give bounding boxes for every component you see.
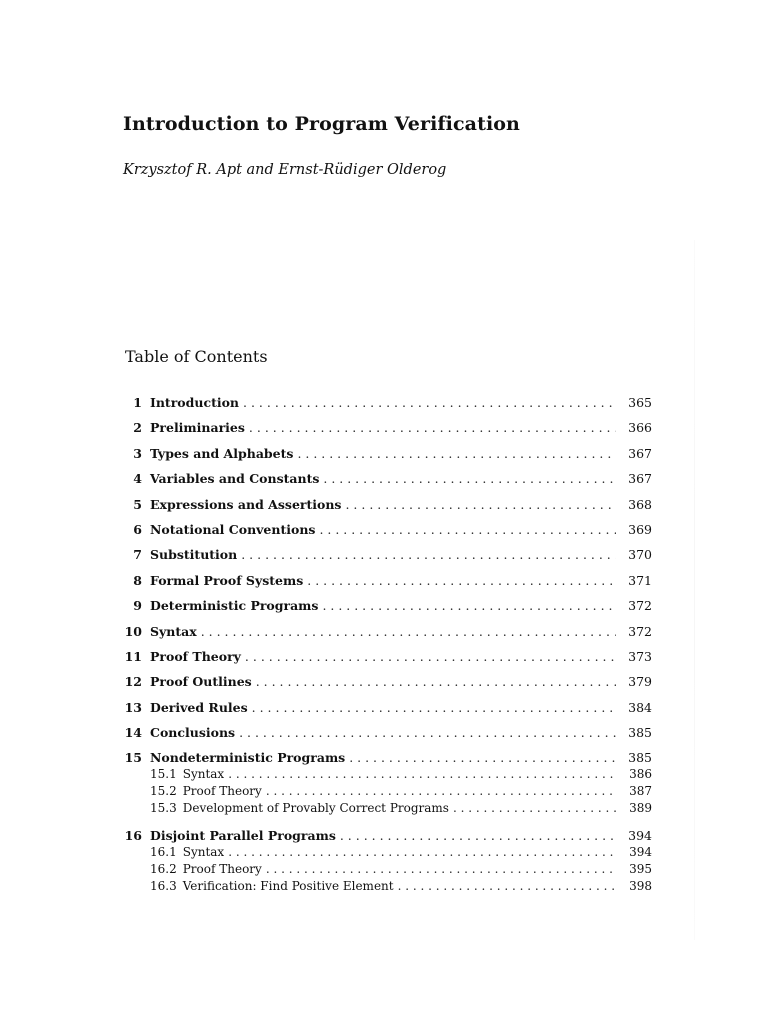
toc-entry-page: 394: [628, 828, 652, 844]
toc-entry-number: 3: [133, 445, 142, 461]
toc-entry-page: 368: [628, 496, 652, 512]
toc-entry-page: 394: [629, 845, 652, 860]
dot-leader: [315, 522, 616, 537]
authors: Krzysztof R. Apt and Ernst-Rüdiger Olderog: [123, 162, 447, 178]
page-title: Introduction to Program Verification: [123, 113, 520, 135]
dot-leader: [245, 420, 616, 435]
dot-leader: [224, 767, 616, 781]
toc-entry-title: Nondeterministic Programs: [150, 750, 346, 766]
toc-entry-title: Derived Rules: [150, 699, 248, 715]
toc-entry-number: 11: [124, 648, 142, 664]
dot-leader: [449, 801, 616, 815]
toc-entry-number: 15.2: [150, 784, 177, 799]
toc-entry-16-1[interactable]: [120, 845, 652, 862]
dot-leader: [303, 573, 616, 588]
toc-entry-number: 16.3: [150, 879, 177, 894]
toc-entry-number: 16.2: [150, 862, 177, 877]
toc-entry-number: 16: [124, 828, 142, 844]
toc-entry-12[interactable]: [120, 674, 652, 691]
toc-entry-page: 386: [629, 767, 652, 782]
toc-entry-13[interactable]: [120, 700, 652, 717]
toc-entry-title: Expressions and Assertions: [150, 496, 342, 512]
page-edge-shadow: [694, 240, 695, 940]
toc-entry-page: 366: [628, 420, 652, 436]
toc-entry-page: 370: [628, 547, 652, 563]
table-of-contents: [120, 395, 652, 896]
dot-leader: [394, 879, 616, 893]
toc-entry-number: 8: [133, 572, 142, 588]
toc-entry-9[interactable]: [120, 598, 652, 615]
toc-entry-number: 15.1: [150, 767, 177, 782]
toc-entry-15-3[interactable]: [120, 801, 652, 818]
toc-entry-title: Notational Conventions: [150, 521, 316, 537]
toc-entry-page: 395: [629, 862, 652, 877]
dot-leader: [345, 750, 616, 765]
dot-leader: [293, 446, 616, 461]
toc-entry-title: Preliminaries: [150, 420, 245, 436]
dot-leader: [224, 845, 616, 859]
toc-entry-number: 15.3: [150, 801, 177, 816]
dot-leader: [318, 598, 616, 613]
toc-entry-number: 6: [133, 521, 142, 537]
toc-entry-title: Deterministic Programs: [150, 598, 319, 614]
toc-entry-title: Conclusions: [150, 725, 236, 741]
toc-entry-title: Syntax: [182, 767, 225, 782]
toc-entry-number: 7: [133, 547, 142, 563]
toc-entry-number: 4: [133, 471, 142, 487]
toc-entry-title: Proof Outlines: [150, 674, 252, 690]
toc-entry-8[interactable]: [120, 573, 652, 590]
toc-entry-3[interactable]: [120, 446, 652, 463]
toc-entry-title: Disjoint Parallel Programs: [150, 828, 336, 844]
toc-entry-page: 372: [628, 623, 652, 639]
toc-entry-title: Proof Theory: [182, 784, 262, 799]
toc-entry-title: Proof Theory: [150, 648, 241, 664]
dot-leader: [239, 395, 616, 410]
toc-entry-title: Development of Provably Correct Programs: [182, 801, 449, 816]
toc-entry-14[interactable]: [120, 725, 652, 742]
toc-entry-15-1[interactable]: [120, 767, 652, 784]
toc-entry-page: 387: [629, 784, 652, 799]
dot-leader: [241, 649, 616, 664]
toc-entry-2[interactable]: [120, 420, 652, 437]
toc-entry-title: Proof Theory: [182, 862, 262, 877]
toc-entry-page: 365: [628, 395, 652, 410]
toc-entry-page: 373: [628, 648, 652, 664]
toc-entry-title: Introduction: [150, 395, 240, 410]
toc-entry-10[interactable]: [120, 624, 652, 641]
toc-entry-number: 10: [124, 623, 142, 639]
toc-entry-page: 398: [629, 879, 652, 894]
toc-entry-page: 384: [628, 699, 652, 715]
toc-entry-page: 371: [628, 572, 652, 588]
dot-leader: [237, 547, 616, 562]
toc-entry-1[interactable]: [120, 395, 652, 412]
toc-heading: Table of Contents: [125, 347, 268, 366]
toc-entry-number: 5: [133, 496, 142, 512]
toc-entry-16-2[interactable]: [120, 862, 652, 879]
toc-entry-page: 389: [629, 801, 652, 816]
dot-leader: [248, 700, 616, 715]
toc-entry-number: 2: [133, 420, 142, 436]
dot-leader: [336, 828, 616, 843]
dot-leader: [341, 497, 616, 512]
toc-entry-15[interactable]: [120, 750, 652, 767]
toc-entry-page: 369: [628, 521, 652, 537]
toc-entry-page: 367: [628, 471, 652, 487]
toc-entry-7[interactable]: [120, 547, 652, 564]
toc-entry-number: 9: [133, 598, 142, 614]
toc-entry-15-2[interactable]: [120, 784, 652, 801]
toc-entry-number: 1: [133, 395, 142, 410]
toc-entry-5[interactable]: [120, 497, 652, 514]
toc-entry-number: 15: [124, 750, 142, 766]
dot-leader: [197, 624, 616, 639]
toc-entry-title: Syntax: [182, 845, 225, 860]
toc-entry-title: Types and Alphabets: [150, 445, 294, 461]
toc-entry-number: 13: [124, 699, 142, 715]
toc-entry-title: Formal Proof Systems: [150, 572, 304, 588]
toc-entry-16[interactable]: [120, 828, 652, 845]
toc-entry-6[interactable]: [120, 522, 652, 539]
toc-entry-page: 379: [628, 674, 652, 690]
toc-entry-page: 367: [628, 445, 652, 461]
toc-entry-title: Variables and Constants: [150, 471, 320, 487]
toc-entry-title: Substitution: [150, 547, 238, 563]
toc-entry-number: 14: [124, 725, 142, 741]
toc-entry-4[interactable]: [120, 471, 652, 488]
dot-leader: [319, 471, 616, 486]
toc-entry-number: 12: [124, 674, 142, 690]
toc-entry-title: Syntax: [150, 623, 197, 639]
toc-entry-page: 385: [628, 750, 652, 766]
toc-entry-page: 385: [628, 725, 652, 741]
dot-leader: [262, 784, 616, 798]
toc-entry-page: 372: [628, 598, 652, 614]
dot-leader: [262, 862, 616, 876]
dot-leader: [252, 674, 616, 689]
toc-entry-16-3[interactable]: [120, 879, 652, 896]
toc-entry-11[interactable]: [120, 649, 652, 666]
toc-entry-title: Verification: Find Positive Element: [182, 879, 394, 894]
dot-leader: [235, 725, 616, 740]
toc-entry-number: 16.1: [150, 845, 177, 860]
